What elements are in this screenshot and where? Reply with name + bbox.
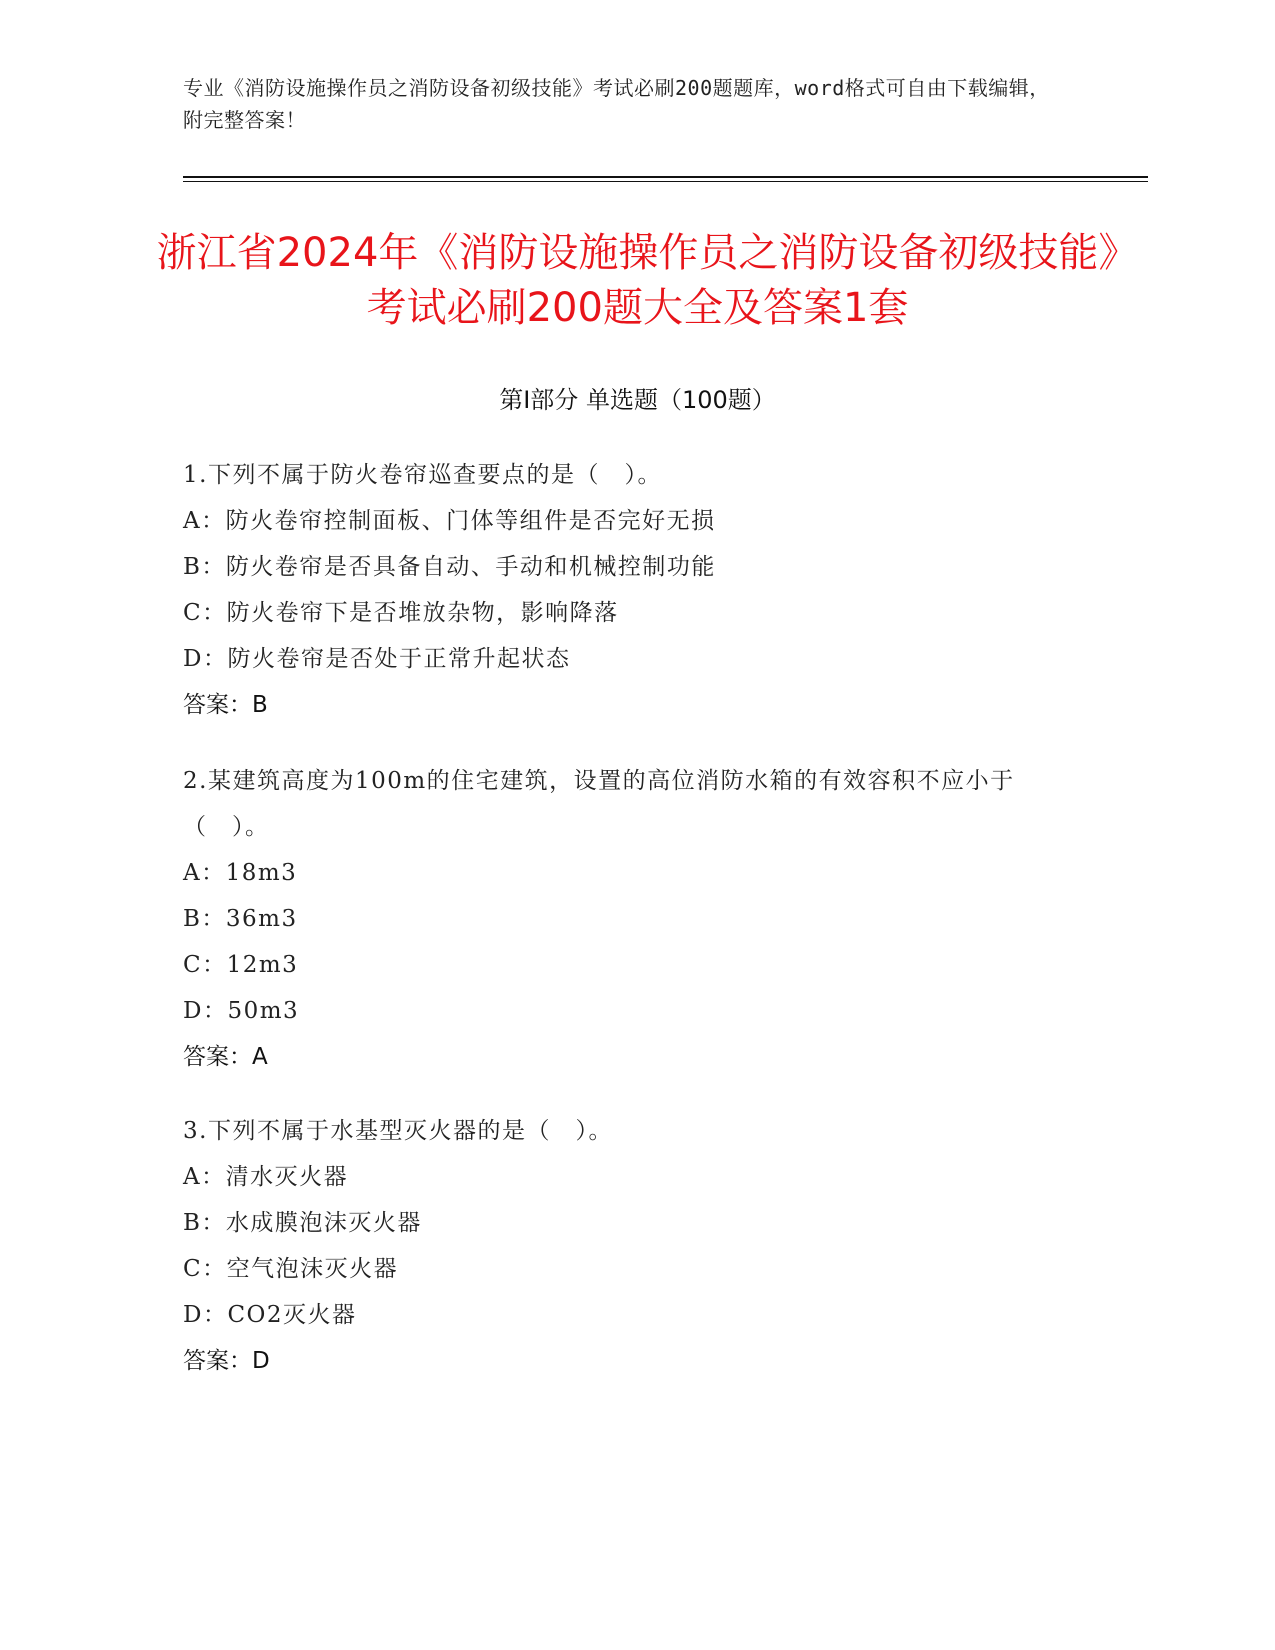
option-b: B：防火卷帘是否具备自动、手动和机械控制功能	[183, 554, 716, 580]
option-b: B：36m3	[183, 906, 298, 932]
header-divider-thick	[183, 176, 1148, 178]
option-a: A：清水灭火器	[183, 1164, 349, 1190]
answer: 答案：D	[183, 1348, 270, 1374]
option-c: C：空气泡沫灭火器	[183, 1256, 399, 1282]
document-title: 浙江省2024年《消防设施操作员之消防设备初级技能》考试必刷200题大全及答案1套	[156, 230, 1119, 331]
header-divider-thin	[183, 181, 1148, 182]
option-a: A：18m3	[183, 860, 298, 886]
option-c: C：12m3	[183, 952, 299, 978]
option-d: D：50m3	[183, 998, 300, 1024]
question-stem: 3.下列不属于水基型灭火器的是（ ）。	[183, 1118, 613, 1144]
option-c: C：防火卷帘下是否堆放杂物，影响降落	[183, 600, 619, 626]
section-title: 第I部分 单选题（100题）	[499, 386, 776, 414]
question-stem: 2.某建筑高度为100m的住宅建筑，设置的高位消防水箱的有效容积不应小于（ ）。	[183, 768, 1015, 840]
option-b: B：水成膜泡沫灭火器	[183, 1210, 422, 1236]
question-3	[183, 1108, 1063, 1384]
option-d: D：防火卷帘是否处于正常升起状态	[183, 646, 571, 672]
answer: 答案：A	[183, 1044, 268, 1070]
question-1	[183, 452, 1063, 728]
answer: 答案：B	[183, 692, 268, 718]
question-2	[183, 758, 1063, 1080]
header-note: 专业《消防设施操作员之消防设备初级技能》考试必刷200题题库，word格式可自由下载编辑，附完整答案！	[183, 76, 1050, 132]
option-d: D：CO2灭火器	[183, 1302, 357, 1328]
question-stem: 1.下列不属于防火卷帘巡查要点的是（ ）。	[183, 462, 662, 488]
option-a: A：防火卷帘控制面板、门体等组件是否完好无损	[183, 508, 716, 534]
